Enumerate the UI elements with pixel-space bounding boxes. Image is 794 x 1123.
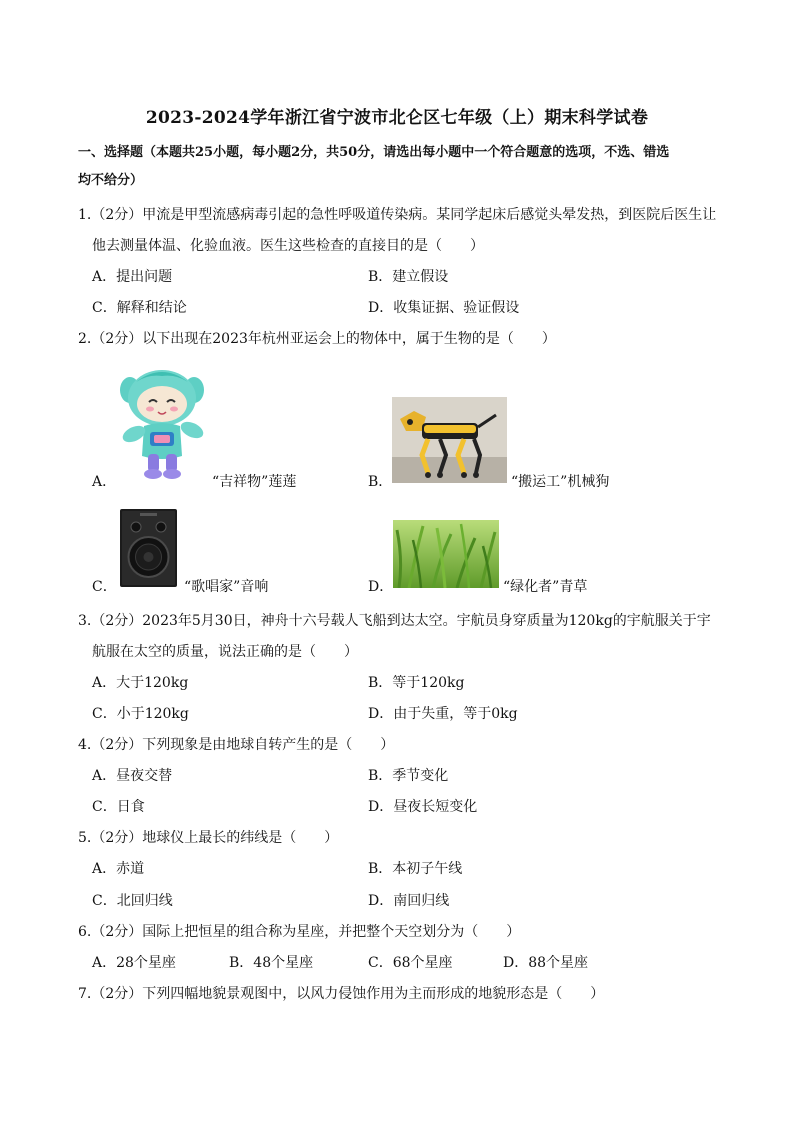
speaker-image xyxy=(120,509,177,587)
q4-option-d[interactable]: D．昼夜长短变化 xyxy=(368,799,478,815)
q3-option-a[interactable]: A．大于120kg xyxy=(92,675,189,691)
page-title: 2023-2024学年浙江省宁波市北仑区七年级（上）期末科学试卷 xyxy=(145,108,649,128)
q2-option-c-text: “歌唱家”音响 xyxy=(184,579,269,595)
robot-dog-image xyxy=(392,397,507,483)
q3-stem-line-1: 3.（2分）2023年5月30日，神舟十六号载人飞船到达太空。宇航员身穿质量为120kg的宇航服关于宇 xyxy=(78,613,711,629)
q5-option-c[interactable]: C．北回归线 xyxy=(92,893,173,909)
q4-option-c[interactable]: C．日食 xyxy=(92,799,145,815)
q1-stem-line-1: 1.（2分）甲流是甲型流感病毒引起的急性呼吸道传染病。某同学起床后感觉头晕发热，到医院后医生让 xyxy=(78,207,717,223)
q1-option-c[interactable]: C．解释和结论 xyxy=(92,300,187,316)
q6-stem-line-1: 6.（2分）国际上把恒星的组合称为星座，并把整个天空划分为（ ） xyxy=(78,924,521,940)
q2-option-a-text: “吉祥物”莲莲 xyxy=(212,474,297,490)
q4-stem-line-1: 4.（2分）下列现象是由地球自转产生的是（ ） xyxy=(78,737,395,753)
q2-option-a-letter: A． xyxy=(92,474,117,490)
q2-option-c-letter: C． xyxy=(92,579,117,595)
q3-option-b[interactable]: B．等于120kg xyxy=(368,675,465,691)
section-line-1: 一、选择题（本题共25小题，每小题2分，共50分，请选出每小题中一个符合题意的选项，不选、错选 xyxy=(78,145,670,160)
q5-stem-line-1: 5.（2分）地球仪上最长的纬线是（ ） xyxy=(78,830,339,846)
q5-option-b[interactable]: B．本初子午线 xyxy=(368,861,463,877)
q6-option-a[interactable]: A．28个星座 xyxy=(92,955,176,971)
q1-option-a[interactable]: A．提出问题 xyxy=(92,269,173,285)
q6-option-b[interactable]: B．48个星座 xyxy=(229,955,314,971)
q1-option-d[interactable]: D．收集证据、验证假设 xyxy=(368,300,520,316)
section-line-2: 均不给分） xyxy=(78,173,144,188)
q3-option-c[interactable]: C．小于120kg xyxy=(92,706,189,722)
q4-option-a[interactable]: A．昼夜交替 xyxy=(92,768,173,784)
q6-option-c[interactable]: C．68个星座 xyxy=(368,955,453,971)
q3-option-d[interactable]: D．由于失重，等于0kg xyxy=(368,706,518,722)
grass-image xyxy=(393,520,499,588)
q2-option-d-text: “绿化者”青草 xyxy=(503,579,588,595)
q6-option-d[interactable]: D．88个星座 xyxy=(503,955,589,971)
q5-option-a[interactable]: A．赤道 xyxy=(92,861,145,877)
section-instructions xyxy=(78,139,728,195)
q7-stem-line-1: 7.（2分）下列四幅地貌景观图中，以风力侵蚀作用为主而形成的地貌形态是（ ） xyxy=(78,986,605,1002)
q2-option-b-text: “搬运工”机械狗 xyxy=(511,474,610,490)
q4-option-b[interactable]: B．季节变化 xyxy=(368,768,449,784)
mascot-image xyxy=(116,368,208,483)
q2-option-d-letter: D． xyxy=(368,579,394,595)
q1-option-b[interactable]: B．建立假设 xyxy=(368,269,449,285)
q3-stem-line-2: 航服在太空的质量，说法正确的是（ ） xyxy=(92,644,358,660)
q2-stem-line-1: 2.（2分）以下出现在2023年杭州亚运会上的物体中，属于生物的是（ ） xyxy=(78,331,556,347)
q1-stem-line-2: 他去测量体温、化验血液。医生这些检查的直接目的是（ ） xyxy=(92,238,484,254)
q2-option-b-letter: B． xyxy=(368,474,393,490)
q5-option-d[interactable]: D．南回归线 xyxy=(368,893,450,909)
